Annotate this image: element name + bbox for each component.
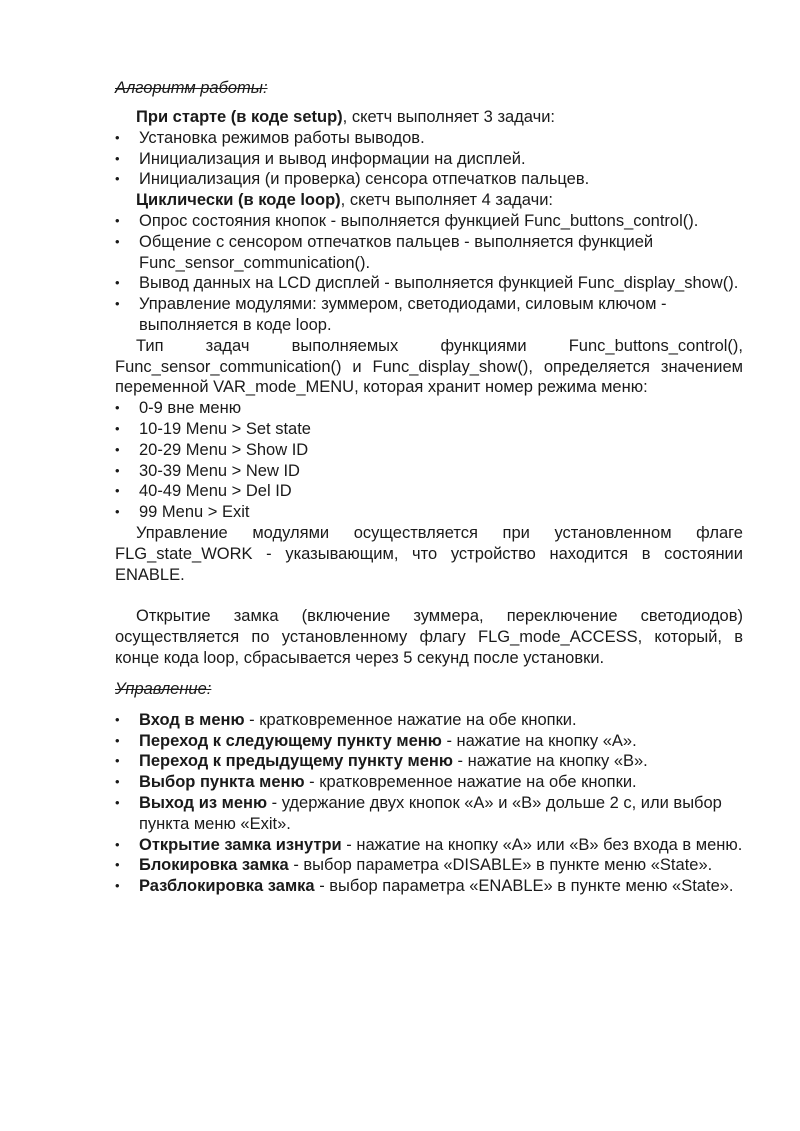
control-name: Открытие замка изнутри [139, 835, 342, 854]
control-name: Выход из меню [139, 793, 268, 812]
list-item [115, 731, 743, 752]
list-item-text: Вывод данных на LCD дисплей - выполняется функцией Func_display_show(). [139, 274, 739, 293]
bullet-icon: • [115, 462, 120, 478]
bullet-icon: • [115, 774, 120, 790]
lock-paragraph: Открытие замка (включение зуммера, переключение светодиодов) осуществляется по установленному флагу FLG_mode_ACCESS, который, в конце кода loop, сбрасывается через 5 секунд после установки. [115, 607, 743, 667]
setup-list [115, 128, 743, 190]
control-name: Переход к предыдущему пункту меню [139, 752, 453, 771]
list-item [115, 876, 743, 897]
control-description: - удержание двух кнопок «A» и «B» дольше 2 с, или выбор пункта меню «Exit». [139, 793, 722, 833]
bullet-icon: • [115, 711, 120, 727]
bullet-icon: • [115, 212, 120, 228]
control-description: - выбор параметра «DISABLE» в пункте меню «State». [288, 856, 713, 875]
list-item-text: 0-9 вне меню [139, 399, 242, 418]
bullet-icon: • [115, 150, 120, 166]
list-item-text: 10-19 Menu > Set state [139, 419, 311, 438]
bullet-icon: • [115, 836, 120, 852]
list-item [115, 211, 743, 232]
bullet-icon: • [115, 441, 120, 457]
list-item [115, 128, 743, 149]
controls-list [115, 710, 743, 897]
list-item [115, 710, 743, 731]
list-item [115, 398, 743, 419]
list-item [115, 440, 743, 461]
menu-modes-list [115, 398, 743, 523]
bullet-icon: • [115, 171, 120, 187]
paragraph-spacer [115, 585, 743, 606]
list-item [115, 855, 743, 876]
list-item-text: Общение с сенсором отпечатков пальцев - выполняется функцией Func_sensor_communication(). [139, 232, 654, 272]
control-description: - нажатие на кнопку «A». [441, 731, 637, 750]
menu-paragraph: Тип задач выполняемых функциями Func_buttons_control(), Func_sensor_communication() и Func_display_show(), определяется значением переменной VAR_mode_MENU, которая хранит номер режима меню: [115, 336, 743, 397]
bullet-icon: • [115, 794, 120, 810]
list-item [115, 232, 743, 274]
list-item [115, 835, 743, 856]
bullet-icon: • [115, 420, 120, 436]
list-item-text: 20-29 Menu > Show ID [139, 440, 309, 459]
list-item [115, 481, 743, 502]
setup-intro [115, 107, 743, 128]
loop-intro [115, 190, 743, 211]
list-item-text: 40-49 Menu > Del ID [139, 482, 292, 501]
control-heading: Управление: [115, 679, 212, 698]
list-item-text: Управление модулями: зуммером, светодиодами, силовым ключом - выполняется в коде loop. [139, 295, 667, 334]
control-name: Выбор пункта меню [139, 773, 305, 792]
bullet-icon: • [115, 504, 120, 520]
control-description: - выбор параметра «ENABLE» в пункте меню «State». [314, 877, 734, 896]
list-item-text: Инициализация и вывод информации на дисплей. [139, 149, 526, 168]
list-item [115, 793, 743, 835]
setup-intro-rest: , скетч выполняет 3 задачи: [342, 108, 556, 126]
bullet-icon: • [115, 400, 120, 416]
list-item-text: Установка режимов работы выводов. [139, 128, 425, 147]
control-name: Разблокировка замка [139, 877, 315, 896]
control-name: Переход к следующему пункту меню [139, 731, 442, 750]
control-description: - нажатие на кнопку «B». [452, 752, 648, 771]
control-description: - кратковременное нажатие на обе кнопки. [244, 710, 577, 729]
loop-intro-rest: , скетч выполняет 4 задачи: [340, 191, 554, 210]
modules-paragraph: Управление модулями осуществляется при установленном флаге FLG_state_WORK - указывающим, что устройство находится в состоянии ENABLE. [115, 523, 743, 584]
control-name: Блокировка замка [139, 856, 289, 875]
loop-list [115, 211, 743, 336]
list-item [115, 294, 743, 336]
list-item-text: Инициализация (и проверка) сенсора отпечатков пальцев. [139, 170, 590, 189]
document-page [115, 78, 743, 897]
bullet-icon: • [115, 275, 120, 291]
list-item [115, 419, 743, 440]
bullet-icon: • [115, 732, 120, 748]
list-item-text: 99 Menu > Exit [139, 503, 250, 522]
algorithm-heading: Алгоритм работы: [115, 79, 268, 97]
list-item [115, 169, 743, 190]
control-name: Вход в меню [139, 710, 245, 729]
loop-intro-bold: Циклически (в коде loop) [136, 191, 341, 210]
list-item [115, 149, 743, 170]
list-item [115, 502, 743, 523]
list-item [115, 772, 743, 793]
bullet-icon: • [115, 483, 120, 499]
list-item [115, 751, 743, 772]
bullet-icon: • [115, 878, 120, 894]
control-description: - нажатие на кнопку «A» или «B» без входа в меню. [341, 835, 743, 854]
setup-intro-bold: При старте (в коде setup) [136, 108, 343, 126]
bullet-icon: • [115, 129, 120, 145]
control-description: - кратковременное нажатие на обе кнопки. [304, 773, 637, 792]
list-item-text: Опрос состояния кнопок - выполняется функцией Func_buttons_control(). [139, 211, 699, 230]
bullet-icon: • [115, 753, 120, 769]
list-item-text: 30-39 Menu > New ID [139, 461, 300, 480]
bullet-icon: • [115, 296, 120, 312]
list-item [115, 273, 743, 294]
bullet-icon: • [115, 857, 120, 873]
bullet-icon: • [115, 233, 120, 249]
list-item [115, 461, 743, 482]
